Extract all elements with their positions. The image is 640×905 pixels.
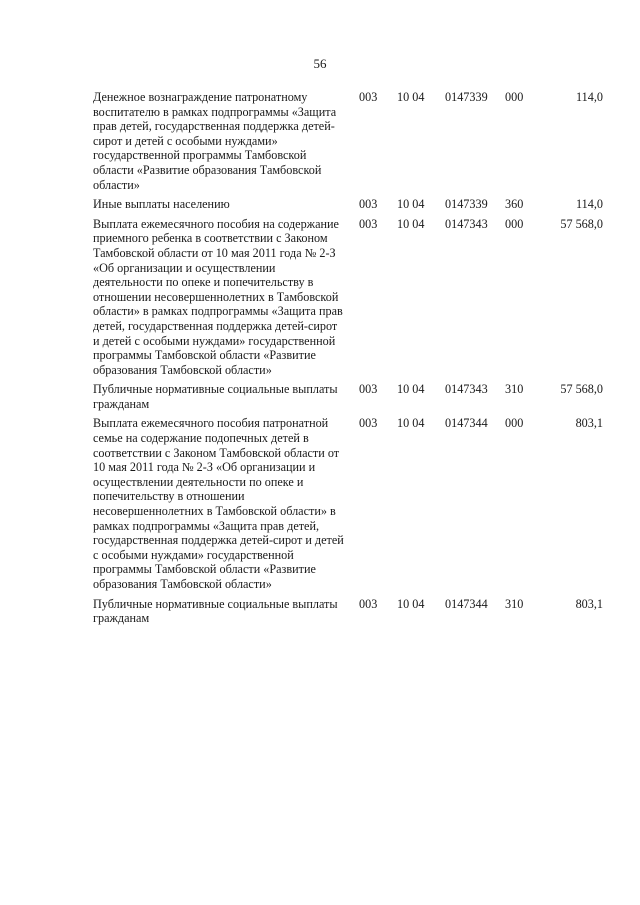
row-expense-type: 360 (505, 197, 524, 212)
table-row (93, 416, 603, 591)
table-row (93, 217, 603, 378)
row-sum: 57 568,0 (560, 216, 603, 231)
row-sum: 114,0 (576, 197, 603, 212)
row-name: Иные выплаты населению (93, 197, 230, 212)
row-name: Выплата ежемесячного пособия на содержание приемного ребенка в соответствии с Законом Тамбовской области от 10 мая 2011 года № 2-З «Об организации и осуществлении деятельности по опеке и попечительству в отношении несовершеннолетних в Тамбовской области» в рамках подпрограммы «Защита прав детей, государственная поддержка детей-сирот и детей с особыми нуждами» государственной программы Тамбовской области «Развитие образования Тамбовской области» (93, 216, 343, 377)
row-section-code: 10 04 (397, 382, 425, 397)
row-expense-type: 310 (505, 596, 524, 611)
row-admin-code: 003 (359, 382, 378, 397)
row-section-code: 10 04 (397, 416, 425, 431)
row-section-code: 10 04 (397, 596, 425, 611)
row-admin-code: 003 (359, 90, 378, 104)
row-sum: 57 568,0 (560, 382, 603, 397)
row-name: Публичные нормативные социальные выплаты гражданам (93, 596, 338, 626)
page-number: 56 (313, 56, 327, 71)
row-admin-code: 003 (359, 216, 378, 231)
row-target-code: 0147344 (445, 596, 488, 611)
row-target-code: 0147339 (445, 90, 488, 104)
row-name: Публичные нормативные социальные выплаты гражданам (93, 382, 338, 411)
table-row (93, 197, 603, 212)
budget-table (93, 90, 603, 631)
row-section-code: 10 04 (397, 90, 425, 104)
table-row (93, 90, 603, 192)
row-name: Денежное вознаграждение патронатному воспитателю в рамках подпрограммы «Защита прав детей, государственная поддержка детей-сирот и детей с особыми нуждами» государственной программы Тамбовской области «Развитие образования Тамбовской области» (93, 90, 337, 192)
row-admin-code: 003 (359, 416, 378, 431)
row-expense-type: 000 (505, 416, 524, 431)
row-sum: 803,1 (575, 596, 603, 611)
row-admin-code: 003 (359, 596, 378, 611)
table-row (93, 597, 603, 626)
table-row (93, 382, 603, 411)
row-section-code: 10 04 (397, 216, 425, 231)
row-section-code: 10 04 (397, 197, 425, 212)
row-target-code: 0147343 (445, 216, 488, 231)
row-admin-code: 003 (359, 197, 378, 212)
row-target-code: 0147343 (445, 382, 488, 397)
row-target-code: 0147344 (445, 416, 488, 431)
row-sum: 114,0 (576, 90, 603, 104)
row-expense-type: 000 (505, 216, 524, 231)
row-expense-type: 000 (505, 90, 524, 104)
row-name: Выплата ежемесячного пособия патронатной семье на содержание подопечных детей в соответствии с Законом Тамбовской области от 10 мая 2011 года № 2-З «Об организации и осуществлении деятельности по опеке и попечительству в отношении несовершеннолетних в Тамбовской области» в рамках подпрограммы «Защита прав детей, государственная поддержка детей-сирот и детей с особыми нуждами» государственной программы Тамбовской области «Развитие образования Тамбовской области» (93, 416, 344, 591)
row-target-code: 0147339 (445, 197, 488, 212)
row-expense-type: 310 (505, 382, 524, 397)
row-sum: 803,1 (575, 416, 603, 431)
